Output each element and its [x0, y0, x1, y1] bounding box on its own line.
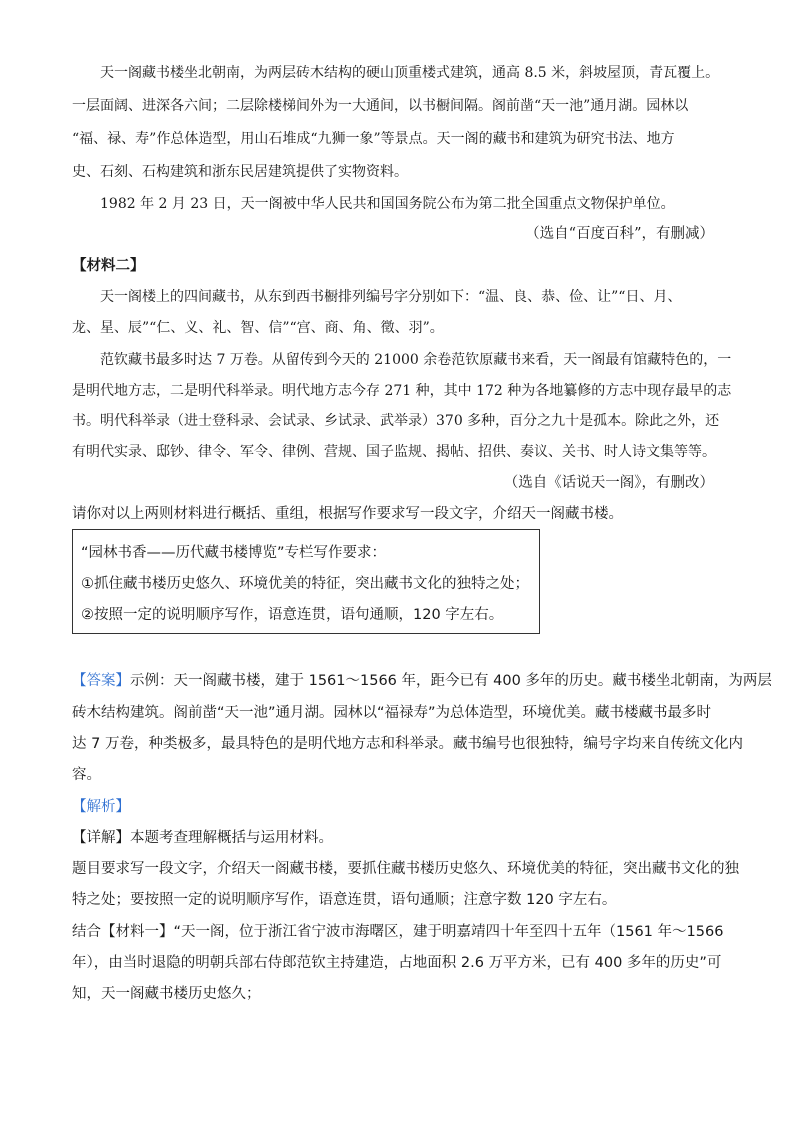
material1-line-5: 1982 年 2 月 23 日，天一阁被中华人民共和国国务院公布为第二批全国重点文物保护单位。 — [100, 196, 675, 212]
answer-text-1: 示例：天一阁藏书楼，建于 1561～1566 年，距今已有 400 多年的历史。藏书楼坐北朝南，为两层 — [130, 673, 772, 689]
answer-line-1 — [72, 671, 772, 691]
requirements-title: “园林书香——历代藏书楼博览”专栏写作要求： — [81, 545, 387, 561]
task-instruction: 请你对以上两则材料进行概括、重组，根据写作要求写一段文字，介绍天一阁藏书楼。 — [72, 506, 623, 522]
requirement-2: ②按照一定的说明顺序写作，语意连贯，语句通顺，120 字左右。 — [81, 607, 504, 623]
analysis-label: 【解析】 — [72, 799, 130, 815]
detail-label: 【详解】 — [72, 830, 130, 846]
requirements-box — [72, 529, 540, 634]
material2-line-2: 龙、星、辰”“仁、义、礼、智、信”“宫、商、角、徵、羽”。 — [72, 320, 444, 336]
analysis-line-5: 年），由当时退隐的明朝兵部右侍郎范钦主持建造，占地面积 2.6 万平方米，已有 400 多年的历史”可 — [72, 955, 722, 971]
material2-heading: 【材料二】 — [72, 258, 145, 274]
requirement-1: ①抓住藏书楼历史悠久、环境优美的特征，突出藏书文化的独特之处； — [81, 576, 529, 592]
analysis-line-1 — [72, 828, 333, 848]
answer-label: 【答案】 — [72, 673, 130, 689]
answer-line-4: 容。 — [72, 767, 101, 783]
material2-source: （选自《话说天一阁》，有删改） — [503, 475, 714, 491]
material2-line-6: 有明代实录、邸钞、律令、军令、律例、营规、国子监规、揭帖、招供、奏议、关书、时人诗文集等等。 — [72, 444, 716, 460]
material2-line-5: 书。明代科举录（进士登科录、会试录、乡试录、武举录）370 多种，百分之九十是孤本。除此之外，还 — [72, 413, 720, 429]
analysis-line-2: 题目要求写一段文字，介绍天一阁藏书楼，要抓住藏书楼历史悠久、环境优美的特征，突出藏书文化的独 — [72, 861, 739, 877]
analysis-text-1: 本题考查理解概括与运用材料。 — [130, 830, 333, 846]
analysis-line-4: 结合【材料一】“天一阁，位于浙江省宁波市海曙区，建于明嘉靖四十年至四十五年（1561 年～1566 — [72, 924, 724, 940]
answer-line-3: 达 7 万卷，种类极多，最具特色的是明代地方志和科举录。藏书编号也很独特，编号字均来自传统文化内 — [72, 736, 743, 752]
analysis-line-6: 知，天一阁藏书楼历史悠久； — [72, 986, 261, 1002]
material2-line-3: 范钦藏书最多时达 7 万卷。从留传到今天的 21000 余卷范钦原藏书来看，天一阁最有馆藏特色的，一 — [100, 352, 732, 368]
material2-line-1: 天一阁楼上的四间藏书，从东到西书橱排列编号字分别如下：“温、良、恭、俭、让”“日、月、 — [100, 289, 682, 305]
material2-line-4: 是明代地方志，二是明代科举录。明代地方志今存 271 种，其中 172 种为各地纂修的方志中现存最早的志 — [72, 383, 732, 399]
material1-line-1: 天一阁藏书楼坐北朝南，为两层砖木结构的硬山顶重楼式建筑，通高 8.5 米，斜坡屋顶，青瓦覆上。 — [100, 65, 720, 81]
material1-source: （选自“百度百科”，有删减） — [525, 226, 714, 242]
material1-line-2: 一层面阔、进深各六间；二层除楼梯间外为一大通间，以书橱间隔。阁前凿“天一池”通月湖。园林以 — [72, 98, 689, 114]
answer-line-2: 砖木结构建筑。阁前凿“天一池”通月湖。园林以“福禄寿”为总体造型，环境优美。藏书楼藏书最多时 — [72, 705, 712, 721]
analysis-line-3: 特之处；要按照一定的说明顺序写作，语意连贯，语句通顺；注意字数 120 字左右。 — [72, 892, 617, 908]
material1-line-3: “福、禄、寿”作总体造型，用山石堆成“九狮一象”等景点。天一阁的藏书和建筑为研究书法、地方 — [72, 131, 675, 147]
material1-line-4: 史、石刻、石构建筑和浙东民居建筑提供了实物资料。 — [72, 164, 408, 180]
